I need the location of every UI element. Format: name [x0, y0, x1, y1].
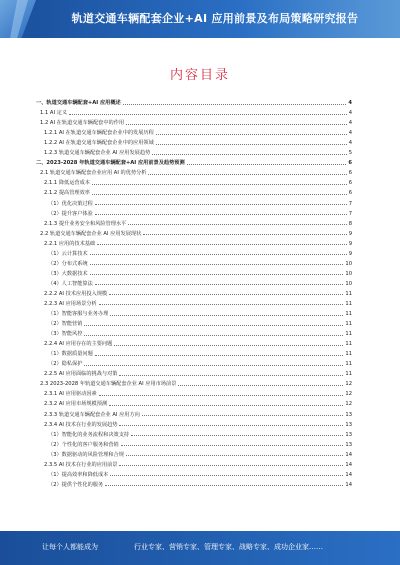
toc-entry[interactable] — [36, 96, 352, 106]
toc-entry[interactable] — [36, 257, 352, 267]
toc-entry[interactable] — [36, 297, 352, 307]
toc-entry-title: （2）隐私保护 — [48, 361, 83, 368]
toc-entry-title: 2.2.2 AI 技术应用投入规模 — [44, 290, 108, 297]
toc-entry-title: （3）大数据技术 — [48, 270, 88, 277]
toc-entry-page: 9 — [348, 240, 352, 247]
toc-entry-page: 6 — [348, 170, 352, 177]
toc-entry-page: 14 — [345, 451, 352, 458]
report-title: 轨道交通车辆配套企业+AI 应用前景及布局策略研究报告 — [71, 12, 359, 25]
toc-entry[interactable] — [36, 207, 352, 217]
toc-entry-title: 2.3.5 AI 技术在行业的应用前景 — [44, 461, 118, 468]
toc-leader-dots — [95, 204, 347, 205]
toc-leader-dots — [123, 104, 347, 105]
toc-entry-title: （2）智能营销 — [48, 321, 83, 328]
toc-entry[interactable] — [36, 438, 352, 448]
toc-title: 内容目录 — [169, 68, 230, 83]
toc-leader-dots — [105, 485, 343, 486]
toc-entry[interactable] — [36, 136, 352, 146]
toc-entry[interactable] — [36, 468, 352, 478]
table-of-contents — [36, 96, 352, 488]
toc-entry-title: 2.1.3 提升业务安全和风险管理水平 — [44, 220, 127, 227]
toc-entry[interactable] — [36, 116, 352, 126]
toc-entry[interactable] — [36, 237, 352, 247]
toc-entry-page: 9 — [348, 250, 352, 257]
toc-entry-page: 4 — [348, 130, 352, 137]
toc-entry-title: 1.2 AI 在轨道交通车辆配套中的作用 — [40, 120, 125, 127]
toc-entry-page: 11 — [345, 290, 352, 297]
toc-entry-page: 5 — [348, 150, 352, 157]
toc-entry-title: 一、轨道交通车辆配套+AI 应用概述 — [36, 100, 121, 107]
toc-leader-dots — [131, 435, 343, 436]
header-bar — [0, 0, 400, 38]
toc-leader-dots — [69, 114, 347, 115]
toc-leader-dots — [109, 405, 343, 406]
toc-entry-title: （3）数据驱动的风险管理和合规 — [48, 451, 124, 458]
toc-leader-dots — [84, 335, 343, 336]
toc-leader-dots — [121, 445, 344, 446]
toc-leader-dots — [95, 355, 344, 356]
toc-leader-dots — [99, 304, 344, 305]
toc-entry-title: 1.1 AI 定义 — [40, 110, 68, 117]
toc-entry-page: 14 — [345, 461, 352, 468]
toc-entry-page: 14 — [345, 471, 352, 478]
toc-entry-title: 2.2.5 AI 应用面临的挑战与对策 — [44, 371, 118, 378]
toc-entry[interactable] — [36, 106, 352, 116]
toc-entry-title: 2.3.2 AI 应用市场规模预测 — [44, 401, 108, 408]
toc-entry[interactable] — [36, 227, 352, 237]
toc-entry[interactable] — [36, 458, 352, 468]
toc-entry[interactable] — [36, 357, 352, 367]
toc-entry-page: 11 — [345, 371, 352, 378]
toc-entry-title: 2.3 2023-2028 年轨道交通车辆配套企业 AI 应用市场前景 — [40, 381, 177, 388]
toc-entry-page: 10 — [345, 270, 352, 277]
toc-entry-title: 2.1.2 提高管理效率 — [44, 190, 90, 197]
toc-entry-page: 12 — [345, 381, 352, 388]
toc-entry-page: 13 — [345, 441, 352, 448]
toc-leader-dots — [95, 284, 344, 285]
toc-leader-dots — [119, 465, 343, 466]
toc-entry[interactable] — [36, 126, 352, 136]
toc-leader-dots — [90, 254, 347, 255]
toc-entry-title: 2.3.1 AI 应用驱动因素 — [44, 391, 97, 398]
toc-entry-title: （2）个性化的客户服务和营销 — [48, 441, 119, 448]
toc-entry-title: （1）数据质量问题 — [48, 351, 93, 358]
toc-entry-page: 4 — [348, 100, 352, 107]
toc-entry-title: 1.2.3 轨道交通车辆配套企业 AI 应用发展趋势 — [44, 150, 151, 157]
toc-entry-page: 11 — [345, 311, 352, 318]
toc-leader-dots — [178, 385, 343, 386]
toc-leader-dots — [142, 415, 344, 416]
toc-entry[interactable] — [36, 247, 352, 257]
toc-entry[interactable] — [36, 397, 352, 407]
toc-entry-page: 14 — [345, 481, 352, 488]
toc-entry[interactable] — [36, 317, 352, 327]
toc-entry-page: 11 — [345, 300, 352, 307]
toc-entry-page: 11 — [345, 321, 352, 328]
toc-leader-dots — [126, 124, 347, 125]
toc-entry-title: 2.2.1 应用的技术基础 — [44, 240, 96, 247]
toc-entry-page: 4 — [348, 110, 352, 117]
toc-leader-dots — [92, 194, 347, 195]
toc-entry-page: 13 — [345, 431, 352, 438]
toc-entry-title: （4）人工智能算法 — [48, 280, 93, 287]
toc-leader-dots — [126, 455, 343, 456]
toc-entry-title: （2）提供个性化的服务 — [48, 481, 104, 488]
toc-entry-title: （1）智能客服与业务办理 — [48, 311, 109, 318]
toc-entry-page: 11 — [345, 361, 352, 368]
toc-entry-page: 7 — [348, 210, 352, 217]
toc-entry-page: 12 — [345, 391, 352, 398]
footer-tagline: 行业专家、营销专家、管理专家、战略专家、成功企业家…… — [134, 543, 323, 551]
toc-leader-dots — [84, 365, 343, 366]
toc-entry-page: 13 — [345, 421, 352, 428]
toc-entry[interactable] — [36, 387, 352, 397]
toc-entry[interactable] — [36, 418, 352, 428]
toc-leader-dots — [187, 164, 347, 165]
toc-entry-title: （1）优化决策过程 — [48, 200, 93, 207]
toc-entry-page: 11 — [345, 351, 352, 358]
toc-leader-dots — [99, 395, 344, 396]
toc-entry[interactable] — [36, 307, 352, 317]
toc-leader-dots — [92, 184, 347, 185]
toc-entry-title: （1）智能化的业务流程和决策支持 — [48, 431, 130, 438]
toc-leader-dots — [143, 234, 346, 235]
toc-entry-page: 4 — [348, 140, 352, 147]
toc-entry[interactable] — [36, 186, 352, 196]
toc-entry-page: 6 — [348, 180, 352, 187]
toc-entry[interactable] — [36, 287, 352, 297]
toc-leader-dots — [128, 224, 346, 225]
toc-entry[interactable] — [36, 407, 352, 417]
toc-leader-dots — [97, 244, 347, 245]
toc-entry[interactable] — [36, 428, 352, 438]
toc-entry[interactable] — [36, 377, 352, 387]
toc-entry[interactable] — [36, 478, 352, 488]
toc-entry-title: 2.1 轨道交通车辆配套企业应用 AI 的优势分析 — [40, 170, 147, 177]
toc-entry[interactable] — [36, 367, 352, 377]
toc-entry-title: 1.2.1 AI 在轨道交通车辆配套企业中的发展历程 — [44, 130, 154, 137]
toc-entry-page: 10 — [345, 260, 352, 267]
toc-leader-dots — [156, 144, 347, 145]
toc-entry-page: 13 — [345, 411, 352, 418]
toc-entry[interactable] — [36, 347, 352, 357]
toc-entry-title: （2）提升客户体验 — [48, 210, 93, 217]
toc-entry-page: 10 — [345, 280, 352, 287]
toc-leader-dots — [152, 154, 346, 155]
toc-entry-title: 2.2.4 AI 应用存在的主要问题 — [44, 341, 113, 348]
toc-entry[interactable] — [36, 277, 352, 287]
toc-leader-dots — [90, 264, 344, 265]
toc-entry-page: 4 — [348, 120, 352, 127]
toc-entry-title: 2.2.3 AI 应用场景分析 — [44, 300, 97, 307]
toc-entry-title: （1）提高效率和降低成本 — [48, 471, 109, 478]
footer-bar — [0, 531, 400, 565]
toc-entry-title: 2.2 轨道交通车辆配套企业 AI 应用发展现状 — [40, 230, 142, 237]
toc-entry-page: 8 — [348, 220, 352, 227]
toc-entry-page: 6 — [348, 190, 352, 197]
toc-entry[interactable] — [36, 337, 352, 347]
toc-entry[interactable] — [36, 156, 352, 166]
toc-entry-title: 2.3.3 轨道交通车辆配套企业 AI 应用方向 — [44, 411, 140, 418]
toc-leader-dots — [148, 174, 346, 175]
toc-entry-title: （3）智能风控 — [48, 331, 83, 338]
toc-leader-dots — [119, 375, 343, 376]
toc-entry-page: 7 — [348, 200, 352, 207]
toc-entry[interactable] — [36, 166, 352, 176]
toc-leader-dots — [114, 345, 343, 346]
toc-leader-dots — [119, 425, 343, 426]
toc-entry[interactable] — [36, 196, 352, 206]
toc-entry-page: 9 — [348, 230, 352, 237]
toc-entry[interactable] — [36, 146, 352, 156]
toc-leader-dots — [110, 315, 343, 316]
toc-entry-title: 2.3.4 AI 技术在行业的发展趋势 — [44, 421, 118, 428]
toc-leader-dots — [109, 294, 343, 295]
toc-leader-dots — [95, 214, 347, 215]
toc-entry-title: 1.2.2 AI 在轨道交通车辆配套企业中的应用领域 — [44, 140, 154, 147]
toc-entry[interactable] — [36, 327, 352, 337]
toc-leader-dots — [156, 134, 347, 135]
footer-slogan: 让每个人都能成为 — [42, 543, 98, 551]
toc-entry-page: 11 — [345, 331, 352, 338]
toc-leader-dots — [84, 325, 343, 326]
toc-entry[interactable] — [36, 176, 352, 186]
toc-entry[interactable] — [36, 267, 352, 277]
toc-entry-page: 6 — [348, 160, 352, 167]
toc-entry[interactable] — [36, 217, 352, 227]
toc-entry-page: 12 — [345, 401, 352, 408]
toc-entry-title: 二、2023-2028 年轨道交通车辆配套+AI 应用前景及趋势预测 — [36, 160, 185, 167]
toc-entry-title: 2.1.1 降低运营成本 — [44, 180, 90, 187]
toc-leader-dots — [110, 475, 343, 476]
toc-entry-page: 11 — [345, 341, 352, 348]
toc-entry-title: （1）云计算技术 — [48, 250, 88, 257]
toc-entry[interactable] — [36, 448, 352, 458]
toc-leader-dots — [90, 274, 344, 275]
toc-entry-title: （2）分布式系统 — [48, 260, 88, 267]
